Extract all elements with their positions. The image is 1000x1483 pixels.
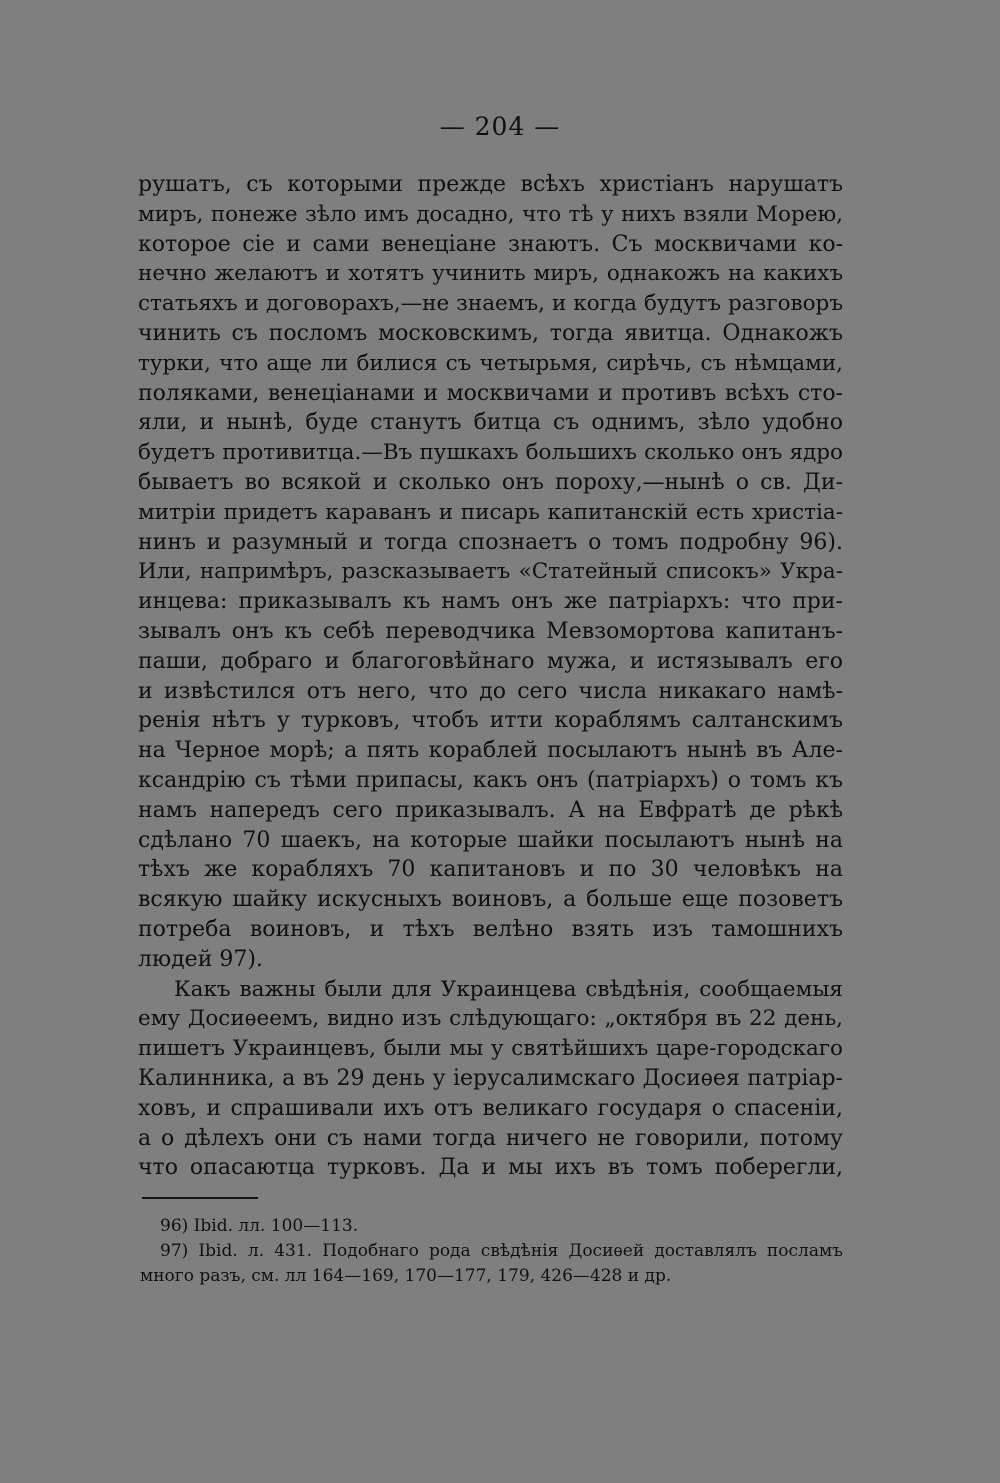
text-line: которое сіе и сами венеціане знаютъ. Съ москвичами ко-	[138, 231, 843, 257]
text-line: нечно желаютъ и хотятъ учинить миръ, однакожъ на какихъ	[138, 261, 843, 287]
text-line: паши, добраго и благоговѣйнаго мужа, и истязывалъ его	[138, 648, 843, 674]
text-line: зывалъ онъ къ себѣ переводчика Мевзомортова капитанъ-	[138, 618, 843, 644]
body-text	[138, 170, 843, 1183]
text-line: Калинника, а въ 29 день у іерусалимскаго Досиѳея патріар-	[138, 1065, 843, 1091]
text-line: и извѣстился отъ него, что до сего числа никакаго намѣ-	[138, 678, 843, 704]
text-line: бываетъ во всякой и сколько онъ пороху,—нынѣ о св. Ди-	[138, 469, 843, 495]
text-line: потреба воиновъ, и тѣхъ велѣно взять изъ тамошнихъ	[138, 916, 843, 942]
text-line: ховъ, и спрашивали ихъ отъ великаго государя о спасеніи,	[138, 1095, 843, 1121]
text-line: всякую шайку искусныхъ воиновъ, а больше еще позоветъ	[138, 887, 843, 913]
text-line: ксандрію съ тѣми припасы, какъ онъ (патріархъ) о томъ къ	[138, 767, 843, 793]
text-line: поляками, венеціанами и москвичами и противъ всѣхъ сто-	[138, 380, 843, 406]
footnote-divider	[142, 1197, 258, 1199]
text-line: будетъ противитца.—Въ пушкахъ большихъ сколько онъ ядро	[138, 440, 843, 466]
page-number: — 204 —	[439, 112, 561, 141]
text-line: статьяхъ и договорахъ,—не знаемъ, и когда будутъ разговоръ	[138, 291, 843, 317]
text-line: тѣхъ же корабляхъ 70 капитановъ и по 30 человѣкъ на	[138, 857, 843, 883]
text-line: ему Досиѳеемъ, видно изъ слѣдующаго: „октября въ 22 день,	[138, 1006, 843, 1032]
text-line: Или, напримѣръ, разсказываетъ «Статейный списокъ» Укра-	[138, 559, 843, 585]
text-line: сдѣлано 70 шаекъ, на которые шайки посылаютъ нынѣ на	[138, 827, 843, 853]
text-line: яли, и нынѣ, буде станутъ битца съ однимъ, зѣло удобно	[138, 410, 843, 436]
footnote-96: 96) Ibid. лл. 100—113.	[160, 1216, 359, 1236]
text-line: нинъ и разумный и тогда спознаетъ о томъ подробну 96).	[138, 529, 843, 555]
footnote-97: 97) Ibid. л. 431. Подобнаго рода свѣдѣнія Досиѳей доставлялъ посламъ	[160, 1241, 843, 1261]
text-line: намъ напередъ сего приказывалъ. А на Евфратѣ де рѣкѣ	[138, 797, 843, 823]
text-line: чинить съ посломъ московскимъ, тогда явитца. Однакожъ	[138, 320, 843, 346]
text-line: рушатъ, съ которыми прежде всѣхъ христіанъ нарушатъ	[138, 172, 843, 197]
text-line: а о дѣлехъ они съ нами тогда ничего не говорили, потому	[138, 1125, 843, 1151]
text-line: турки, что аще ли билися съ четырьмя, сирѣчь, съ нѣмцами,	[138, 350, 843, 376]
text-line: пишетъ Украинцевъ, были мы у святѣйшихъ царе-городскаго	[138, 1036, 843, 1062]
text-line: что опасаютца турковъ. Да и мы ихъ въ томъ поберегли,	[138, 1155, 843, 1181]
paragraph-2	[138, 975, 843, 1184]
text-line: на Черное морѣ; а пять кораблей посылаютъ нынѣ въ Але-	[138, 738, 843, 764]
text-line: миръ, понеже зѣло имъ досадно, что тѣ у нихъ взяли Морею,	[138, 201, 843, 227]
text-line: митріи придетъ караванъ и писарь капитанскій есть христіа-	[138, 499, 843, 525]
text-line: людей 97).	[138, 946, 263, 972]
text-line: Какъ важны были для Украинцева свѣдѣнія, сообщаемыя	[174, 976, 843, 1002]
footnote-97-continued: много разъ, см. лл 164—169, 170—177, 179, 426—428 и др.	[140, 1266, 672, 1286]
text-line: ренія нѣтъ у турковъ, чтобъ итти кораблямъ салтанскимъ	[138, 708, 843, 734]
text-line: инцева: приказывалъ къ намъ онъ же патріархъ: что при-	[138, 589, 843, 615]
paragraph-1	[138, 170, 843, 975]
footnotes	[140, 1214, 843, 1289]
